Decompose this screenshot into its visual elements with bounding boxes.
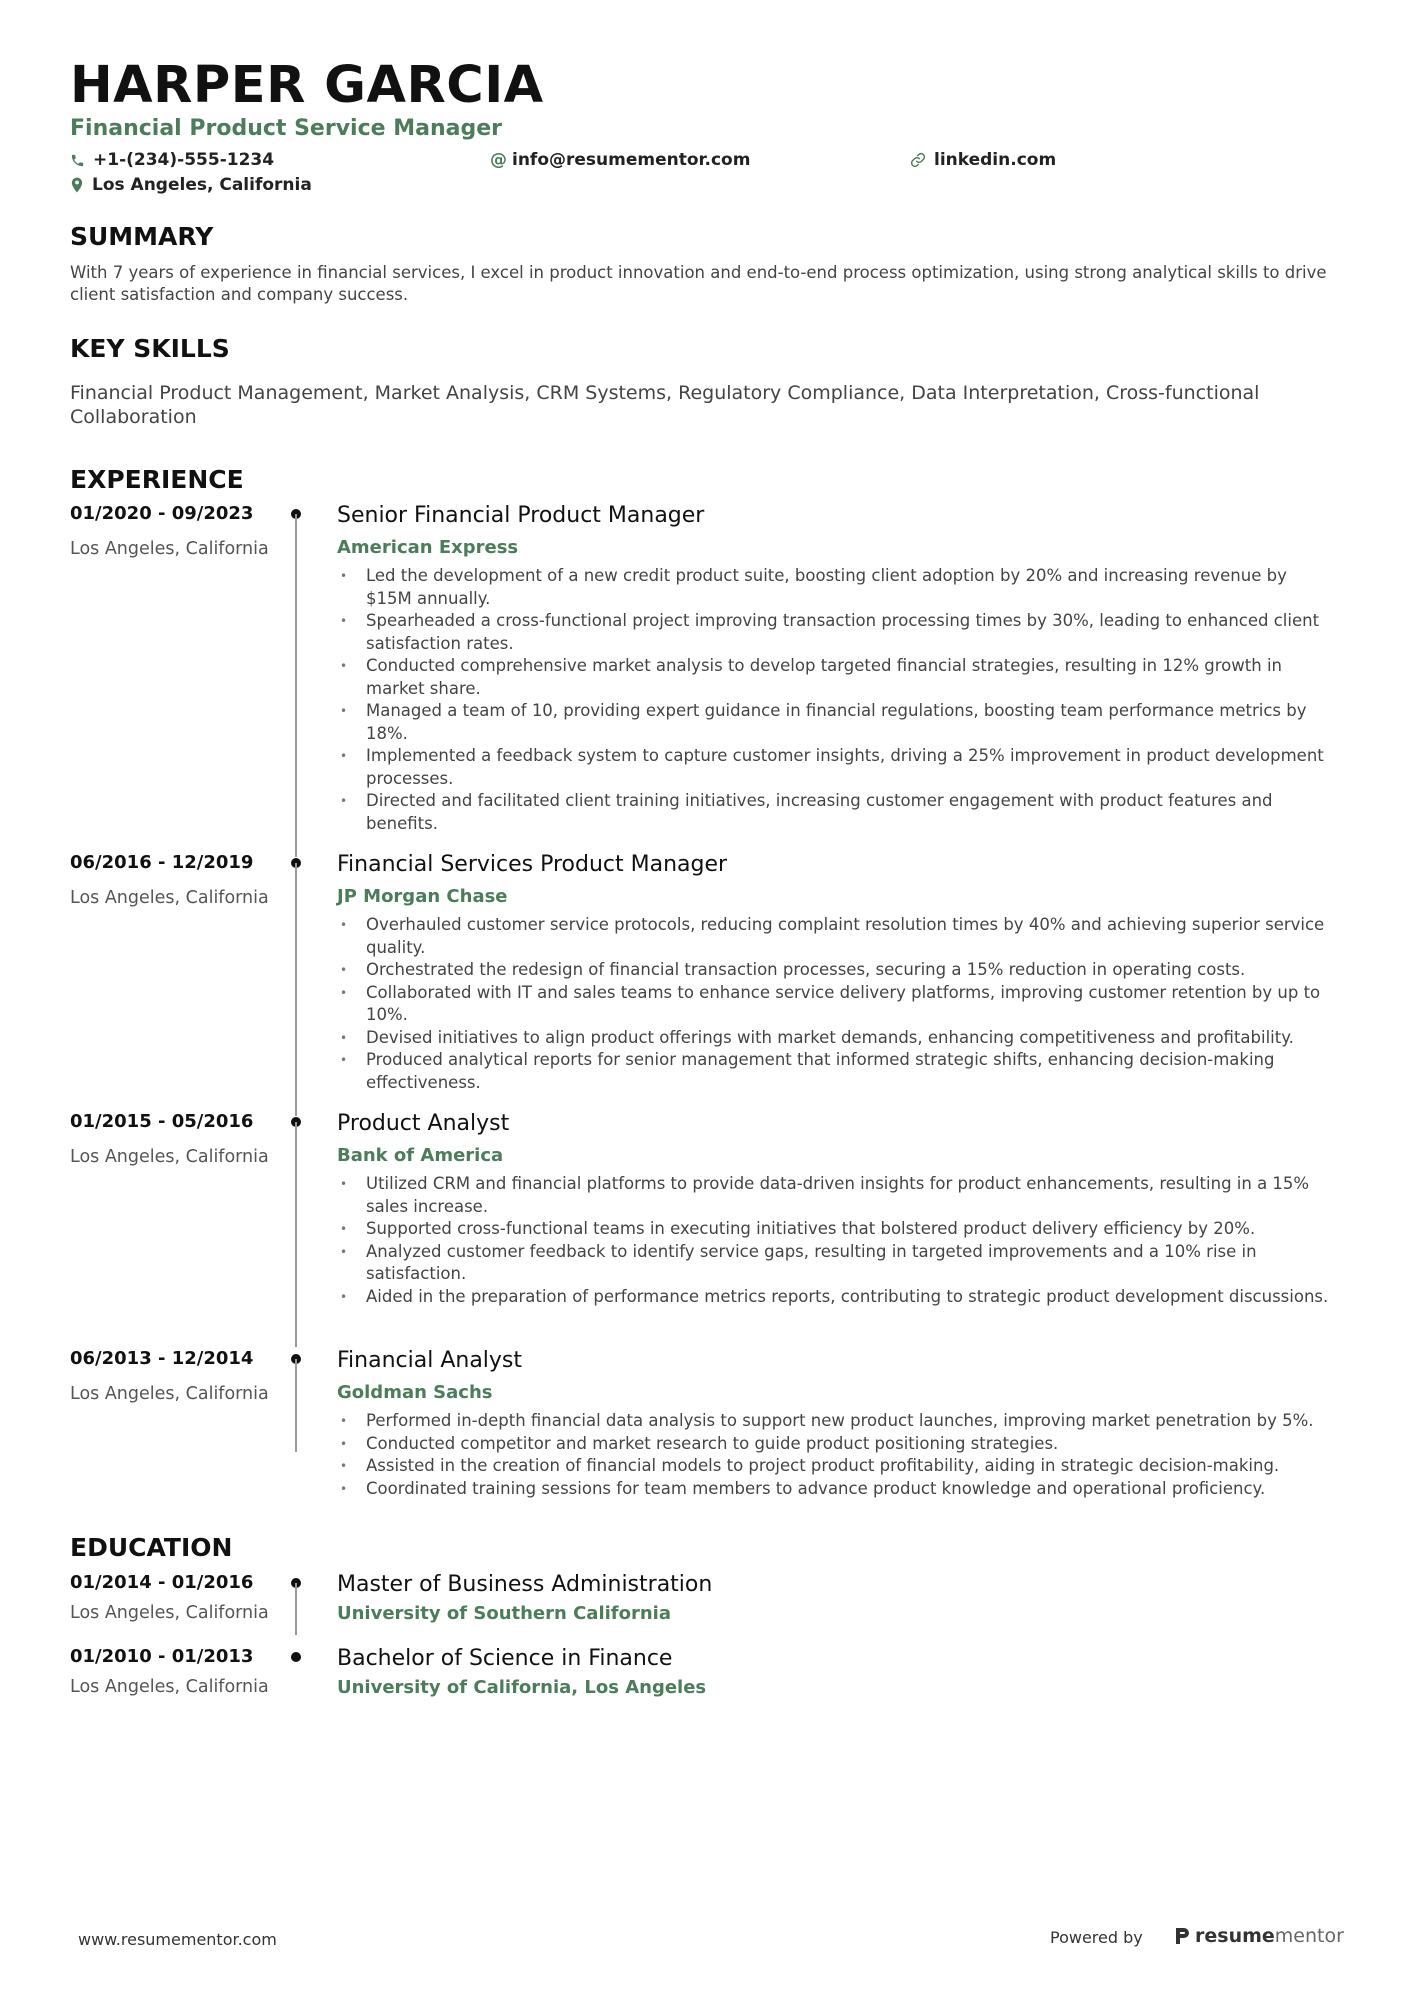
footer-website[interactable]: www.resumementor.com [78,1930,277,1949]
timeline-line [295,1583,297,1635]
bullet-item: • Led the development of a new credit product suite, boosting client adoption by 20% and increasing revenue by $15M annually. [337,565,1337,610]
email-text: info@resumementor.com [512,150,751,170]
summary-heading: SUMMARY [70,222,214,251]
skills-text: Financial Product Management, Market Analysis, CRM Systems, Regulatory Compliance, Data Interpretation, Cross-functional Collaboration [70,382,1260,428]
bullet-item: • Performed in-depth financial data analysis to support new product launches, improving market penetration by 5%. [337,1410,1337,1433]
bullet-item: • Implemented a feedback system to capture customer insights, driving a 25% improvement in product development processes. [337,745,1337,790]
footer-powered-by: Powered by [1050,1928,1143,1947]
education-degree: Bachelor of Science in Finance [337,1646,673,1671]
logo-text-bold: resume [1195,1925,1275,1947]
summary-text: With 7 years of experience in financial services, I excel in product innovation and end-to-end process optimization, using strong analytical skills to drive client satisfaction and company success. [70,263,1327,304]
entry-bullets [337,914,1337,1094]
entry-role: Financial Services Product Manager [337,852,728,877]
logo-text-light: mentor [1274,1925,1344,1947]
entry-role: Financial Analyst [337,1348,523,1373]
entry-bullets [337,1410,1337,1500]
bullet-item: • Analyzed customer feedback to identify service gaps, resulting in targeted improvements and a 10% rise in satisfaction. [337,1241,1337,1286]
timeline-line [295,514,297,857]
entry-company: Goldman Sachs [337,1382,493,1403]
phone-icon [70,153,85,168]
bullet-item: • Directed and facilitated client training initiatives, increasing customer engagement with product features and benefits. [337,790,1337,835]
candidate-name: HARPER GARCIA [70,56,544,115]
entry-location: Los Angeles, California [70,1677,269,1697]
entry-dates: 01/2015 - 05/2016 [70,1111,254,1132]
education-heading: EDUCATION [70,1533,233,1562]
entry-dates: 01/2020 - 09/2023 [70,503,254,524]
phone-text: +1-(234)-555-1234 [93,150,275,170]
experience-heading: EXPERIENCE [70,465,244,494]
skills-heading: KEY SKILLS [70,334,230,363]
entry-bullets [337,565,1337,835]
bullet-item: • Supported cross-functional teams in executing initiatives that bolstered product delivery efficiency by 20%. [337,1218,1337,1241]
entry-company: American Express [337,537,519,558]
resumementor-logo-icon [1174,1926,1190,1946]
education-school: University of Southern California [337,1603,672,1624]
bullet-item: • Produced analytical reports for senior management that informed strategic shifts, enhancing decision-making effectiveness. [337,1049,1337,1094]
bullet-item: • Managed a team of 10, providing expert guidance in financial regulations, boosting team performance metrics by 18%. [337,700,1337,745]
bullet-item: • Coordinated training sessions for team members to advance product knowledge and operational proficiency. [337,1478,1337,1501]
timeline-line [295,863,297,1116]
footer-logo[interactable] [1174,1925,1344,1947]
bullet-item: • Aided in the preparation of performance metrics reports, contributing to strategic product development discussions. [337,1286,1337,1309]
entry-location: Los Angeles, California [70,1603,269,1623]
bullet-item: • Spearheaded a cross-functional project improving transaction processing times by 30%, leading to enhanced client satisfaction rates. [337,610,1337,655]
link-icon [910,152,926,168]
entry-role: Senior Financial Product Manager [337,503,705,528]
entry-dates: 06/2013 - 12/2014 [70,1348,254,1369]
bullet-item: • Conducted comprehensive market analysis to develop targeted financial strategies, resulting in 12% growth in market share. [337,655,1337,700]
timeline-line [295,1359,297,1452]
map-pin-icon [70,177,84,193]
entry-company: Bank of America [337,1145,504,1166]
bullet-item: • Utilized CRM and financial platforms to provide data-driven insights for product enhancements, resulting in a 15% sales increase. [337,1173,1337,1218]
bullet-item: • Conducted competitor and market research to guide product positioning strategies. [337,1433,1337,1456]
location-text: Los Angeles, California [92,175,312,195]
entry-location: Los Angeles, California [70,1147,269,1167]
bullet-item: • Orchestrated the redesign of financial transaction processes, securing a 15% reduction in operating costs. [337,959,1337,982]
bullet-item: • Collaborated with IT and sales teams to enhance service delivery platforms, improving customer retention by up to 10%. [337,982,1337,1027]
job-title: Financial Product Service Manager [70,116,502,141]
timeline-dot [291,1652,301,1662]
entry-location: Los Angeles, California [70,888,269,908]
entry-role: Product Analyst [337,1111,510,1136]
education-school: University of California, Los Angeles [337,1677,707,1698]
contact-linkedin [910,150,1056,170]
bullet-item: • Devised initiatives to align product offerings with market demands, enhancing competitiveness and profitability. [337,1027,1337,1050]
contact-location [70,175,312,195]
entry-location: Los Angeles, California [70,539,269,559]
bullet-item: • Assisted in the creation of financial models to project product profitability, aiding in strategic decision-making. [337,1455,1337,1478]
entry-dates: 06/2016 - 12/2019 [70,852,254,873]
entry-bullets [337,1173,1337,1308]
entry-dates: 01/2014 - 01/2016 [70,1572,254,1593]
entry-location: Los Angeles, California [70,1384,269,1404]
contact-phone [70,150,274,170]
timeline-line [295,1122,297,1347]
entry-dates: 01/2010 - 01/2013 [70,1646,254,1667]
education-degree: Master of Business Administration [337,1572,713,1597]
at-icon: @ [490,150,507,170]
entry-company: JP Morgan Chase [337,886,508,907]
linkedin-text: linkedin.com [934,150,1057,170]
contact-email [490,150,750,170]
bullet-item: • Overhauled customer service protocols, reducing complaint resolution times by 40% and achieving superior service quality. [337,914,1337,959]
